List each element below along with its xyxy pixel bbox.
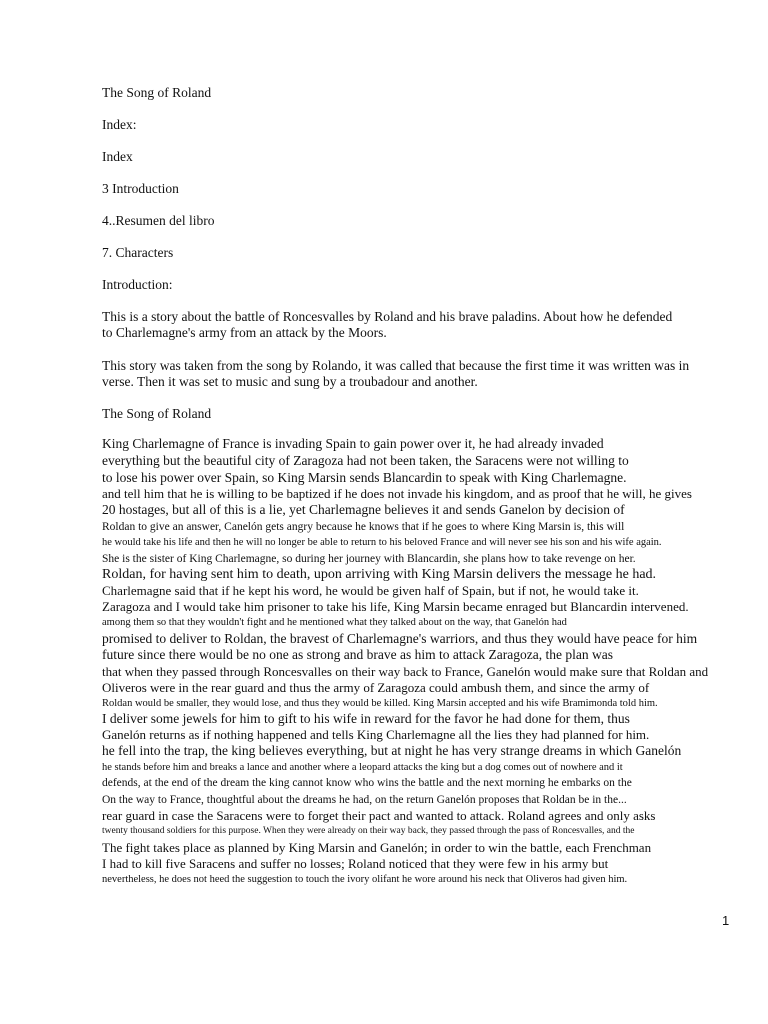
index-item: 3 Introduction [102,181,179,196]
intro-paragraph-line: This is a story about the battle of Roncesvalles by Roland and his brave paladins. About how he defended [102,309,673,324]
story-line: that when they passed through Roncesvalles on their way back to France, Ganelón would make sure that Roldan and [102,664,709,679]
story-line: She is the sister of King Charlemagne, so during her journey with Blancardin, she plans how to take revenge on her. [102,553,636,565]
story-line: nevertheless, he does not heed the suggestion to touch the ivory olifant he wore around his neck that Oliveros had given him. [102,874,628,885]
story-line: Roldan, for having sent him to death, upon arriving with King Marsin delivers the message he had. [102,567,657,582]
story-line: 20 hostages, but all of this is a lie, yet Charlemagne believes it and sends Ganelon by decision of [102,502,625,517]
story-line: twenty thousand soldiers for this purpose. When they were already on their way back, they passed through the pass of Roncesvalles, and the [102,826,635,836]
story-line: to lose his power over Spain, so King Marsin sends Blancardin to speak with King Charlemagne. [102,470,627,485]
introduction-heading: Introduction: [102,277,173,292]
story-line: Ganelón returns as if nothing happened and tells King Charlemagne all the lies they had planned for him. [102,727,650,742]
index-label: Index: [102,117,137,132]
index-item: Index [102,149,133,164]
index-item: 4..Resumen del libro [102,213,215,228]
story-line: Roldan would be smaller, they would lose, and thus they would be killed. King Marsin accepted and his wife Bramimonda told him. [102,698,658,709]
story-line: King Charlemagne of France is invading Spain to gain power over it, he had already invaded [102,436,604,451]
story-line: everything but the beautiful city of Zaragoza had not been taken, the Saracens were not willing to [102,453,629,468]
story-line: among them so that they wouldn't fight and he mentioned what they talked about on the way, that Ganelón had [102,617,567,628]
intro-paragraph-line: This story was taken from the song by Rolando, it was called that because the first time it was written was in [102,358,690,373]
story-line: Zaragoza and I would take him prisoner to take his life, King Marsin became enraged but Blancardin intervened. [102,599,689,614]
section-heading: The Song of Roland [102,406,212,421]
page-number: 1 [722,913,730,928]
story-line: defends, at the end of the dream the king cannot know who wins the battle and the next morning he embarks on the [102,777,632,789]
story-line: Charlemagne said that if he kept his word, he would be given half of Spain, but if not, he would take it. [102,583,639,598]
story-line: The fight takes place as planned by King Marsin and Ganelón; in order to win the battle, each Frenchman [102,840,652,855]
story-line: he fell into the trap, the king believes everything, but at night he has very strange dreams in which Ganelón [102,743,682,758]
story-line: and tell him that he is willing to be baptized if he does not invade his kingdom, and as proof that he will, he gives [102,486,692,501]
story-line: he stands before him and breaks a lance and another where a leopard attacks the king but a dog comes out of nowhere and it [102,762,623,773]
story-line: Oliveros were in the rear guard and thus the army of Zaragoza could ambush them, and since the army of [102,680,650,695]
index-item: 7. Characters [102,245,174,260]
story-line: On the way to France, thoughtful about the dreams he had, on the return Ganelón proposes that Roldan be in the... [102,794,627,806]
story-line: future since there would be no one as strong and brave as him to attack Zaragoza, the plan was [102,647,613,662]
story-line: I had to kill five Saracens and suffer no losses; Roland noticed that they were few in his army but [102,856,609,871]
story-line: I deliver some jewels for him to gift to his wife in reward for the favor he had done for them, thus [102,711,630,726]
story-line: rear guard in case the Saracens were to forget their pact and wanted to attack. Roland agrees and only asks [102,808,656,823]
intro-paragraph-line: to Charlemagne's army from an attack by the Moors. [102,325,387,340]
document-title: The Song of Roland [102,85,212,100]
story-line: promised to deliver to Roldan, the bravest of Charlemagne's warriors, and thus they would have peace for him [102,631,698,646]
intro-paragraph-line: verse. Then it was set to music and sung by a troubadour and another. [102,374,478,389]
story-line: Roldan to give an answer, Canelón gets angry because he knows that if he goes to where King Marsin is, this will [102,521,625,533]
story-line: he would take his life and then he will no longer be able to return to his beloved France and will never see his son and his wife again. [102,537,662,548]
